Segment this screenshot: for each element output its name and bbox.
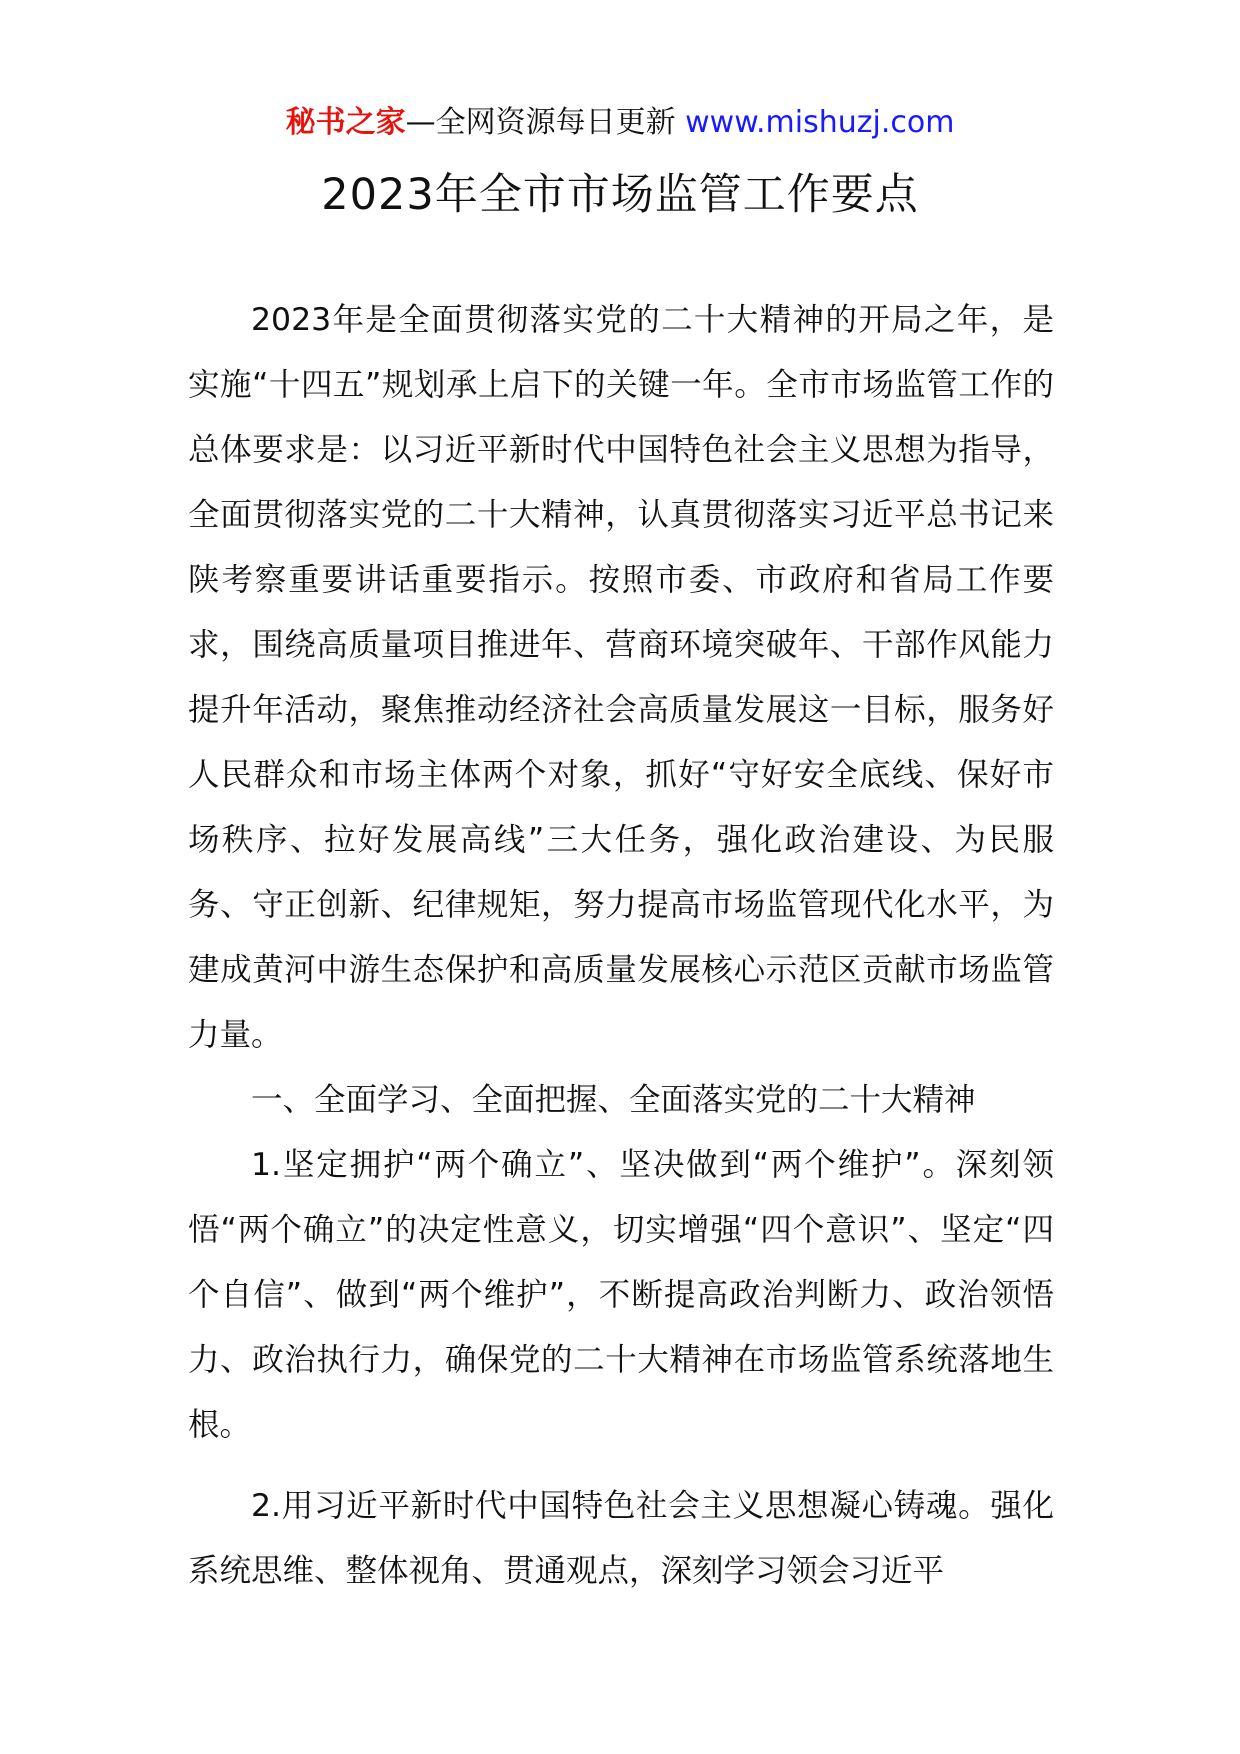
paragraph-item-2: 2.用习近平新时代中国特色社会主义思想凝心铸魂。强化系统思维、整体视角、贯通观点，深刻学习领会习近平 <box>188 1488 1054 1589</box>
section-heading-1: 一、全面学习、全面把握、全面落实党的二十大精神 <box>251 1082 976 1118</box>
document-body <box>188 288 1054 1604</box>
brand-name: 秘书之家 <box>285 105 406 140</box>
header-tagline: —全网资源每日更新 <box>405 105 676 140</box>
paragraph-item-1: 1.坚定拥护“两个确立”、坚决做到“两个维护”。深刻领悟“两个确立”的决定性意义，切实增强“四个意识”、坚定“四个自信”、做到“两个维护”，不断提高政治判断力、政治领悟力、政治执行力，确保党的二十大精神在市场监管系统落地生根。 <box>188 1147 1054 1443</box>
paragraph-intro: 2023年是全面贯彻落实党的二十大精神的开局之年，是实施“十四五”规划承上启下的关键一年。全市市场监管工作的总体要求是：以习近平新时代中国特色社会主义思想为指导，全面贯彻落实党的二十大精神，认真贯彻落实习近平总书记来陕考察重要讲话重要指示。按照市委、市政府和省局工作要求，围绕高质量项目推进年、营商环境突破年、干部作风能力提升年活动，聚焦推动经济社会高质量发展这一目标，服务好人民群众和市场主体两个对象，抓好“守好安全底线、保好市场秩序、拉好发展高线”三大任务，强化政治建设、为民服务、守正创新、纪律规矩，努力提高市场监管现代化水平，为建成黄河中游生态保护和高质量发展核心示范区贡献市场监管力量。 <box>188 302 1054 1053</box>
site-url-link[interactable]: www.mishuzj.com <box>685 105 955 140</box>
document-title: 2023年全市市场监管工作要点 <box>321 170 919 220</box>
site-header <box>0 103 1240 143</box>
